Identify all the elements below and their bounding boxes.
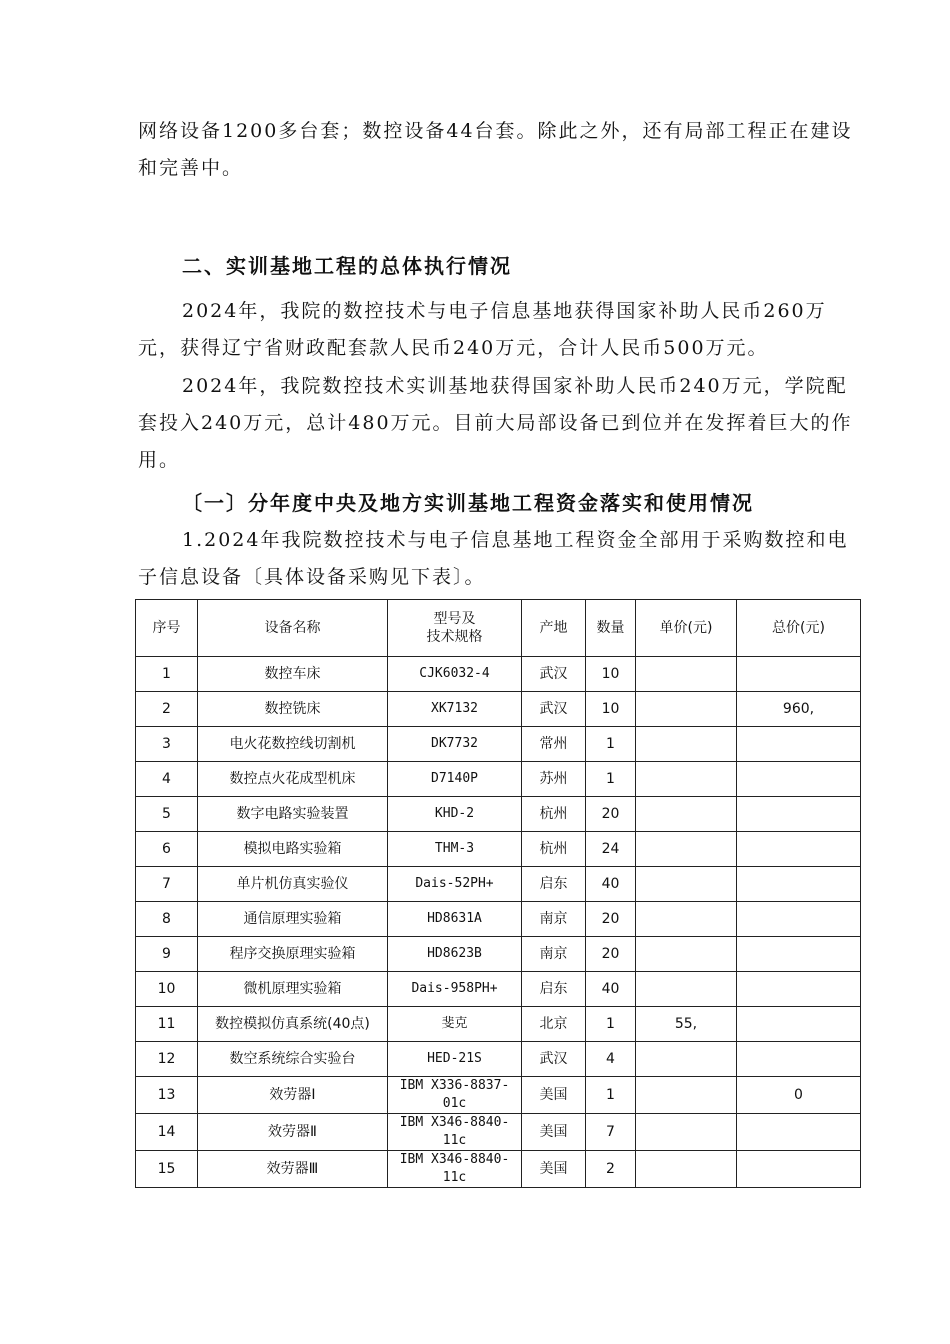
cell-qty: 40 (586, 867, 636, 902)
cell-origin: 武汉 (522, 1042, 586, 1077)
cell-total-price (737, 1007, 861, 1042)
col-header-qty: 数量 (586, 600, 636, 657)
cell-no: 8 (136, 902, 198, 937)
cell-unit-price (636, 937, 737, 972)
cell-unit-price (636, 692, 737, 727)
cell-origin: 杭州 (522, 797, 586, 832)
cell-origin: 杭州 (522, 832, 586, 867)
col-header-origin: 产地 (522, 600, 586, 657)
cell-name: 数控铣床 (198, 692, 388, 727)
cell-unit-price (636, 1151, 737, 1188)
cell-origin: 常州 (522, 727, 586, 762)
cell-origin: 美国 (522, 1077, 586, 1114)
cell-total-price (737, 1042, 861, 1077)
cell-name: 数空系统综合实验台 (198, 1042, 388, 1077)
cell-total-price (737, 902, 861, 937)
cell-total-price (737, 727, 861, 762)
cell-model: XK7132 (388, 692, 522, 727)
cell-qty: 7 (586, 1114, 636, 1151)
cell-unit-price (636, 657, 737, 692)
equipment-table (135, 599, 861, 1188)
cell-unit-price (636, 1042, 737, 1077)
cell-name: 微机原理实验箱 (198, 972, 388, 1007)
cell-qty: 1 (586, 762, 636, 797)
cell-unit-price (636, 972, 737, 1007)
col-header-model: 型号及 技术规格 (388, 600, 522, 657)
cell-total-price (737, 797, 861, 832)
cell-qty: 20 (586, 902, 636, 937)
cell-no: 7 (136, 867, 198, 902)
table-row (136, 727, 861, 762)
table-row (136, 937, 861, 972)
table-row (136, 1042, 861, 1077)
cell-origin: 北京 (522, 1007, 586, 1042)
cell-total-price (737, 1114, 861, 1151)
col-header-name: 设备名称 (198, 600, 388, 657)
cell-model: IBM X336-8837-01c (388, 1077, 522, 1114)
cell-name: 效劳器Ⅱ (198, 1114, 388, 1151)
cell-name: 数控模拟仿真系统(40点) (198, 1007, 388, 1042)
cell-name: 单片机仿真实验仪 (198, 867, 388, 902)
cell-model: HD8623B (388, 937, 522, 972)
cell-name: 模拟电路实验箱 (198, 832, 388, 867)
cell-total-price: 0 (737, 1077, 861, 1114)
cell-no: 14 (136, 1114, 198, 1151)
cell-qty: 40 (586, 972, 636, 1007)
table-row (136, 902, 861, 937)
cell-unit-price (636, 867, 737, 902)
cell-unit-price (636, 902, 737, 937)
col-header-unit-price: 单价(元) (636, 600, 737, 657)
cell-model: IBM X346-8840-11c (388, 1114, 522, 1151)
table-row (136, 797, 861, 832)
cell-name: 效劳器Ⅲ (198, 1151, 388, 1188)
cell-name: 程序交换原理实验箱 (198, 937, 388, 972)
cell-no: 3 (136, 727, 198, 762)
cell-model: DK7732 (388, 727, 522, 762)
cell-no: 4 (136, 762, 198, 797)
cell-name: 电火花数控线切割机 (198, 727, 388, 762)
cell-unit-price (636, 797, 737, 832)
cell-qty: 24 (586, 832, 636, 867)
cell-no: 5 (136, 797, 198, 832)
cell-total-price (737, 937, 861, 972)
table-row (136, 972, 861, 1007)
table-row (136, 657, 861, 692)
cell-no: 10 (136, 972, 198, 1007)
cell-qty: 4 (586, 1042, 636, 1077)
cell-model: Dais-52PH+ (388, 867, 522, 902)
table-body (136, 657, 861, 1188)
table-row (136, 832, 861, 867)
cell-unit-price (636, 727, 737, 762)
table-row (136, 1007, 861, 1042)
paragraph-funding-1: 2024年，我院的数控技术与电子信息基地获得国家补助人民币260万元，获得辽宁省财政配套款人民币240万元，合计人民币500万元。 (138, 300, 827, 359)
table-row (136, 762, 861, 797)
cell-total-price (737, 657, 861, 692)
table-row (136, 1114, 861, 1151)
cell-no: 9 (136, 937, 198, 972)
table-header-row (136, 600, 861, 657)
col-header-total-price: 总价(元) (737, 600, 861, 657)
cell-model: CJK6032-4 (388, 657, 522, 692)
cell-qty: 20 (586, 937, 636, 972)
cell-qty: 1 (586, 1007, 636, 1042)
cell-total-price (737, 762, 861, 797)
cell-origin: 南京 (522, 902, 586, 937)
cell-model: Dais-958PH+ (388, 972, 522, 1007)
cell-unit-price (636, 832, 737, 867)
paragraph-procurement: 1.2024年我院数控技术与电子信息基地工程资金全部用于采购数控和电子信息设备〔具体设备采购见下表〕。 (138, 529, 849, 588)
cell-origin: 武汉 (522, 657, 586, 692)
cell-unit-price: 55, (636, 1007, 737, 1042)
cell-qty: 20 (586, 797, 636, 832)
cell-name: 效劳器Ⅰ (198, 1077, 388, 1114)
cell-model: HED-21S (388, 1042, 522, 1077)
cell-model: IBM X346-8840-11c (388, 1151, 522, 1188)
cell-model: THM-3 (388, 832, 522, 867)
cell-no: 1 (136, 657, 198, 692)
section-heading-2: 二、实训基地工程的总体执行情况 (182, 254, 512, 278)
cell-no: 13 (136, 1077, 198, 1114)
cell-total-price (737, 832, 861, 867)
table-row (136, 1077, 861, 1114)
paragraph-funding-2: 2024年，我院数控技术实训基地获得国家补助人民币240万元，学院配套投入240万元，总计480万元。目前大局部设备已到位并在发挥着巨大的作用。 (138, 375, 853, 471)
table-row (136, 867, 861, 902)
cell-origin: 启东 (522, 867, 586, 902)
cell-unit-price (636, 1077, 737, 1114)
cell-name: 数控车床 (198, 657, 388, 692)
cell-origin: 武汉 (522, 692, 586, 727)
cell-qty: 2 (586, 1151, 636, 1188)
cell-name: 数字电路实验装置 (198, 797, 388, 832)
cell-qty: 10 (586, 657, 636, 692)
cell-no: 11 (136, 1007, 198, 1042)
cell-origin: 南京 (522, 937, 586, 972)
cell-origin: 美国 (522, 1114, 586, 1151)
cell-model: 斐克 (388, 1007, 522, 1042)
cell-no: 2 (136, 692, 198, 727)
cell-no: 6 (136, 832, 198, 867)
cell-qty: 10 (586, 692, 636, 727)
cell-name: 通信原理实验箱 (198, 902, 388, 937)
table-row (136, 692, 861, 727)
cell-total-price (737, 972, 861, 1007)
cell-no: 15 (136, 1151, 198, 1188)
cell-model: KHD-2 (388, 797, 522, 832)
cell-total-price (737, 1151, 861, 1188)
cell-total-price (737, 867, 861, 902)
cell-qty: 1 (586, 727, 636, 762)
cell-origin: 苏州 (522, 762, 586, 797)
cell-model: HD8631A (388, 902, 522, 937)
cell-total-price: 960, (737, 692, 861, 727)
cell-origin: 美国 (522, 1151, 586, 1188)
cell-origin: 启东 (522, 972, 586, 1007)
cell-qty: 1 (586, 1077, 636, 1114)
col-header-no: 序号 (136, 600, 198, 657)
cell-model: D7140P (388, 762, 522, 797)
paragraph-network-equipment: 网络设备1200多台套；数控设备44台套。除此之外，还有局部工程正在建设和完善中。 (138, 120, 853, 179)
subsection-heading-1: 〔一〕分年度中央及地方实训基地工程资金落实和使用情况 (182, 491, 754, 515)
table-row (136, 1151, 861, 1188)
cell-no: 12 (136, 1042, 198, 1077)
cell-unit-price (636, 1114, 737, 1151)
cell-unit-price (636, 762, 737, 797)
cell-name: 数控点火花成型机床 (198, 762, 388, 797)
